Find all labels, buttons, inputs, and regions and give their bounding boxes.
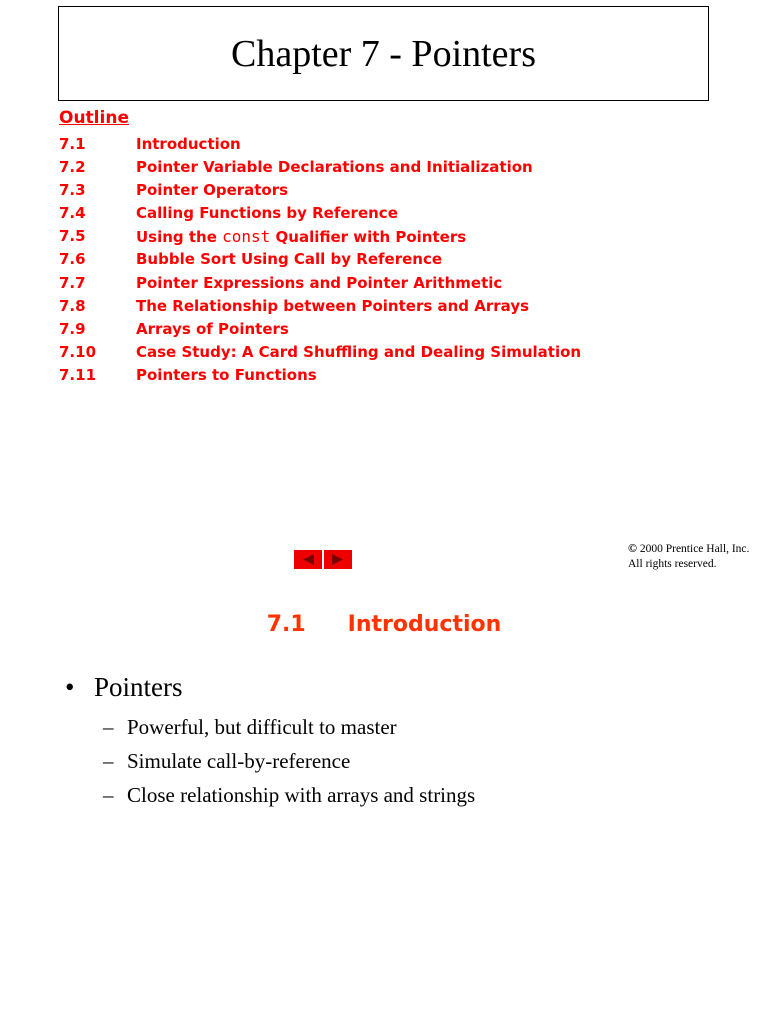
outline-number: 7.7 (59, 273, 86, 292)
triangle-left-icon (294, 550, 322, 569)
dash-icon: – (103, 783, 114, 807)
outline-number: 7.5 (59, 227, 86, 246)
outline-number: 7.3 (59, 181, 86, 200)
slide-introduction (0, 598, 768, 1024)
outline-number: 7.9 (59, 319, 86, 338)
outline-item-7-8 (59, 295, 699, 318)
bullet-text: Pointers (94, 672, 183, 702)
outline-item-7-7 (59, 272, 699, 295)
outline-label: Case Study: A Card Shuffling and Dealing Simulation (136, 342, 582, 361)
outline-label: Pointer Variable Declarations and Initialization (136, 158, 533, 177)
outline-item-7-1 (59, 133, 699, 156)
outline-item-7-2 (59, 156, 699, 179)
outline-heading: Outline (59, 108, 129, 128)
outline-item-7-6 (59, 248, 699, 271)
title-box (58, 6, 709, 101)
copyright-line-1 (628, 541, 749, 557)
slide-title: Chapter 7 - Pointers (230, 32, 536, 75)
outline-label: Pointers to Functions (136, 365, 317, 384)
section-number: 7.1 (266, 612, 306, 637)
subbullet-text: Powerful, but difficult to master (127, 715, 397, 739)
copyright-rights: All rights reserved. (628, 558, 717, 570)
outline-label: Bubble Sort Using Call by Reference (136, 250, 443, 269)
outline-label: Pointer Operators (136, 181, 289, 200)
copyright-symbol: © (628, 541, 637, 555)
subbullet-item (103, 778, 475, 812)
outline-number: 7.4 (59, 204, 86, 223)
section-heading: Introduction (347, 612, 502, 637)
outline-item-7-5 (59, 225, 699, 248)
outline-label: Calling Functions by Reference (136, 204, 398, 223)
section-title (0, 612, 768, 637)
outline-item-7-4 (59, 202, 699, 225)
outline-label: Arrays of Pointers (136, 319, 289, 338)
bullet-pointers (65, 672, 183, 703)
outline-number: 7.8 (59, 296, 86, 315)
copyright-notice (628, 541, 749, 572)
outline-label-before: Using the (136, 228, 223, 247)
dash-icon: – (103, 749, 114, 773)
next-slide-button[interactable] (324, 550, 352, 569)
bullet-dot-icon: • (65, 672, 75, 702)
dash-icon: – (103, 715, 114, 739)
subbullet-item (103, 710, 475, 744)
outline-item-7-9 (59, 318, 699, 341)
outline-label: Pointer Expressions and Pointer Arithmetic (136, 273, 503, 292)
outline-label-after: Qualifier with Pointers (270, 228, 467, 247)
outline-label: The Relationship between Pointers and Arrays (136, 296, 530, 315)
outline-number: 7.11 (59, 365, 97, 384)
triangle-right-icon (324, 550, 352, 569)
outline-item-7-3 (59, 179, 699, 202)
outline-label: Introduction (136, 135, 241, 153)
subbullet-text: Close relationship with arrays and strings (127, 783, 476, 807)
outline-number: 7.1 (59, 135, 86, 153)
outline-number: 7.6 (59, 250, 86, 269)
slide-navigation (294, 550, 352, 569)
subbullet-list (103, 710, 475, 812)
outline-list (59, 133, 699, 387)
outline-item-7-11 (59, 364, 699, 387)
outline-item-7-10 (59, 341, 699, 364)
outline-number: 7.10 (59, 342, 97, 361)
outline-label-code: const (222, 227, 271, 247)
outline-number: 7.2 (59, 158, 86, 177)
outline-label (136, 225, 466, 248)
subbullet-item (103, 744, 475, 778)
copyright-text: 2000 Prentice Hall, Inc. (639, 543, 750, 555)
previous-slide-button[interactable] (294, 550, 322, 569)
subbullet-text: Simulate call-by-reference (127, 749, 351, 773)
